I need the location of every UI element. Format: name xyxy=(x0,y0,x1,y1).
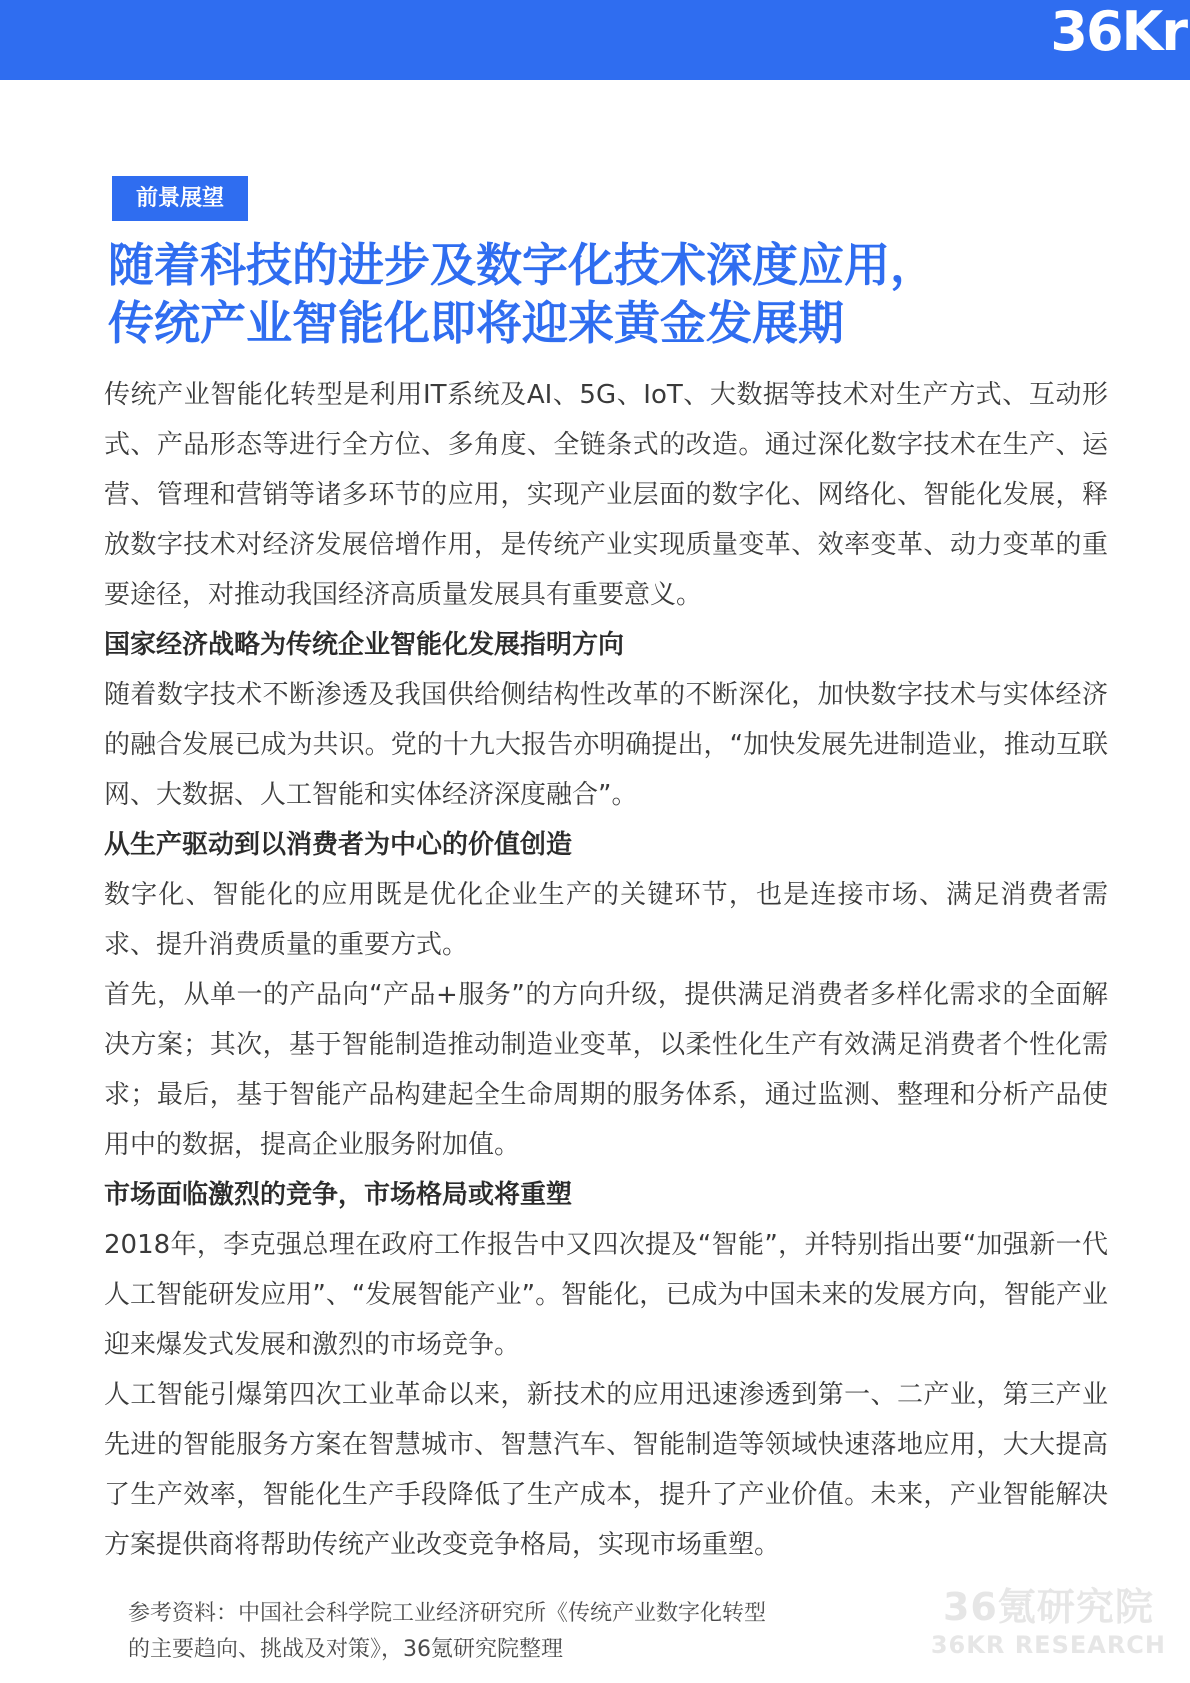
watermark-cn: 36氪研究院 xyxy=(942,1585,1154,1629)
intro-paragraph: 传统产业智能化转型是利用IT系统及AI、5G、IoT、大数据等技术对生产方式、互动形式、产品形态等进行全方位、多角度、全链条式的改造。通过深化数字技术在生产、运营、管理和营销等诸多环节的应用，实现产业层面的数字化、网络化、智能化发展，释放数字技术对经济发展倍增作用，是传统产业实现质量变革、效率变革、动力变革的重要途径，对推动我国经济高质量发展具有重要意义。 xyxy=(104,380,1108,610)
section-paragraph: 数字化、智能化的应用既是优化企业生产的关键环节，也是连接市场、满足消费者需求、提升消费质量的重要方式。 xyxy=(104,880,1108,960)
title-line-1: 随着科技的进步及数字化技术深度应用， xyxy=(108,238,936,292)
title-line-2: 传统产业智能化即将迎来黄金发展期 xyxy=(108,296,844,350)
section-paragraph: 随着数字技术不断渗透及我国供给侧结构性改革的不断深化，加快数字技术与实体经济的融合发展已成为共识。党的十九大报告亦明确提出，“加快发展先进制造业，推动互联网、大数据、人工智能和实体经济深度融合”。 xyxy=(104,680,1108,810)
section-heading: 国家经济战略为传统企业智能化发展指明方向 xyxy=(104,630,625,660)
article-body xyxy=(104,370,1108,1570)
source-note: 参考资料：中国社会科学院工业经济研究所《传统产业数字化转型的主要趋向、挑战及对策》，36氪研究院整理 xyxy=(128,1601,767,1662)
brand-logo: 36Kr xyxy=(1050,0,1186,63)
header-bar xyxy=(0,0,1190,80)
section-paragraph: 2018年，李克强总理在政府工作报告中又四次提及“智能”，并特别指出要“加强新一代人工智能研发应用”、“发展智能产业”。智能化，已成为中国未来的发展方向，智能产业迎来爆发式发展和激烈的市场竞争。 xyxy=(104,1230,1108,1360)
section-heading: 市场面临激烈的竞争，市场格局或将重塑 xyxy=(104,1180,573,1210)
section-paragraph: 首先，从单一的产品向“产品+服务”的方向升级，提供满足消费者多样化需求的全面解决方案；其次，基于智能制造推动制造业变革，以柔性化生产有效满足消费者个性化需求；最后，基于智能产品构建起全生命周期的服务体系，通过监测、整理和分析产品使用中的数据，提高企业服务附加值。 xyxy=(104,980,1108,1160)
section-heading: 从生产驱动到以消费者为中心的价值创造 xyxy=(104,830,573,860)
page-title xyxy=(108,236,1108,352)
section-paragraph: 人工智能引爆第四次工业革命以来，新技术的应用迅速渗透到第一、二产业，第三产业先进的智能服务方案在智慧城市、智慧汽车、智能制造等领域快速落地应用，大大提高了生产效率，智能化生产手段降低了生产成本，提升了产业价值。未来，产业智能解决方案提供商将帮助传统产业改变竞争格局，实现市场重塑。 xyxy=(104,1380,1108,1560)
watermark xyxy=(931,1584,1166,1660)
section-tag: 前景展望 xyxy=(112,176,248,221)
watermark-en: 36KR RESEARCH xyxy=(930,1631,1166,1659)
